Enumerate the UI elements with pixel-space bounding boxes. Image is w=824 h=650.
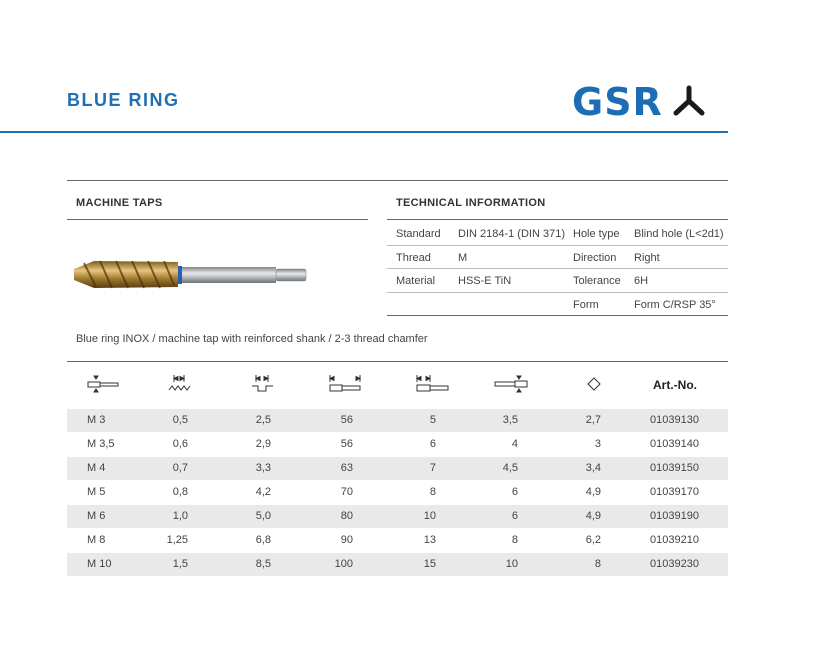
tech-label: Tolerance bbox=[573, 275, 621, 287]
thread-length-cell: 4,2 bbox=[255, 486, 271, 498]
tech-bottom-rule bbox=[387, 315, 728, 316]
shank-diameter-icon bbox=[493, 373, 531, 395]
shank-length-cell: 10 bbox=[423, 510, 436, 522]
square-icon bbox=[585, 373, 603, 395]
shank-diameter-cell: 3,5 bbox=[502, 414, 518, 426]
tech-value: Right bbox=[634, 252, 660, 264]
pitch-cell: 1,5 bbox=[172, 558, 188, 570]
tech-value: 6H bbox=[634, 275, 649, 287]
square-cell: 3,4 bbox=[585, 462, 601, 474]
square-cell: 3 bbox=[594, 438, 601, 450]
header-rule bbox=[0, 131, 728, 133]
shank-diameter-cell: 10 bbox=[505, 558, 518, 570]
size-cell: M 3,5 bbox=[87, 438, 115, 450]
thread-length-cell: 5,0 bbox=[255, 510, 271, 522]
square-cell: 2,7 bbox=[585, 414, 601, 426]
total-length-icon bbox=[327, 373, 365, 395]
art-no-cell: 01039140 bbox=[650, 438, 699, 450]
shank-length-cell: 8 bbox=[429, 486, 436, 498]
tech-row-rule bbox=[387, 292, 728, 293]
tech-row-rule bbox=[387, 245, 728, 246]
product-description: Blue ring INOX / machine tap with reinforced shank / 2-3 thread chamfer bbox=[76, 333, 428, 345]
tech-value: Form C/RSP 35° bbox=[634, 299, 716, 311]
tech-row-rule bbox=[387, 268, 728, 269]
tech-value: Blind hole (L<2d1) bbox=[634, 228, 724, 240]
total-length-cell: 70 bbox=[340, 486, 353, 498]
gsr-emblem-icon bbox=[669, 85, 709, 119]
tech-label: Material bbox=[396, 275, 436, 287]
art-no-cell: 01039150 bbox=[650, 462, 699, 474]
size-cell: M 8 bbox=[87, 534, 106, 546]
tech-label: Form bbox=[573, 299, 599, 311]
table-row bbox=[67, 553, 728, 576]
shank-length-cell: 13 bbox=[423, 534, 436, 546]
tech-label: Thread bbox=[396, 252, 431, 264]
total-length-cell: 100 bbox=[334, 558, 353, 570]
thread-length-cell: 8,5 bbox=[255, 558, 271, 570]
shank-diameter-cell: 8 bbox=[511, 534, 518, 546]
square-cell: 4,9 bbox=[585, 510, 601, 522]
thread-length-cell: 3,3 bbox=[255, 462, 271, 474]
shank-length-cell: 5 bbox=[429, 414, 436, 426]
machine-tap-image bbox=[66, 247, 311, 302]
pitch-cell: 0,6 bbox=[172, 438, 188, 450]
section-rule bbox=[67, 180, 728, 181]
table-row bbox=[67, 529, 728, 552]
art-no-header: Art.-No. bbox=[653, 378, 697, 392]
total-length-cell: 90 bbox=[340, 534, 353, 546]
shank-diameter-cell: 6 bbox=[511, 510, 518, 522]
tech-label: Hole type bbox=[573, 228, 620, 240]
table-top-rule bbox=[67, 361, 728, 362]
table-row bbox=[67, 433, 728, 456]
shank-diameter-cell: 4,5 bbox=[502, 462, 518, 474]
thread-length-cell: 6,8 bbox=[255, 534, 271, 546]
nominal-diameter-icon bbox=[86, 373, 120, 395]
total-length-cell: 80 bbox=[340, 510, 353, 522]
tech-value: M bbox=[458, 252, 468, 264]
thread-length-cell: 2,9 bbox=[255, 438, 271, 450]
tech-label: Standard bbox=[396, 228, 441, 240]
size-cell: M 4 bbox=[87, 462, 106, 474]
thread-length-cell: 2,5 bbox=[255, 414, 271, 426]
table-row bbox=[67, 409, 728, 432]
pitch-cell: 0,8 bbox=[172, 486, 188, 498]
shank-length-cell: 7 bbox=[429, 462, 436, 474]
tech-label: Direction bbox=[573, 252, 617, 264]
pitch-cell: 0,5 bbox=[172, 414, 188, 426]
size-cell: M 10 bbox=[87, 558, 112, 570]
size-cell: M 3 bbox=[87, 414, 106, 426]
art-no-cell: 01039210 bbox=[650, 534, 699, 546]
machine-taps-rule bbox=[67, 219, 368, 220]
shank-diameter-cell: 4 bbox=[511, 438, 518, 450]
art-no-cell: 01039190 bbox=[650, 510, 699, 522]
art-no-cell: 01039170 bbox=[650, 486, 699, 498]
tech-value: HSS-E TiN bbox=[458, 275, 512, 287]
thread-length-icon bbox=[250, 373, 276, 395]
art-no-cell: 01039130 bbox=[650, 414, 699, 426]
table-row bbox=[67, 505, 728, 528]
total-length-cell: 56 bbox=[340, 414, 353, 426]
table-row bbox=[67, 481, 728, 504]
square-cell: 4,9 bbox=[585, 486, 601, 498]
art-no-cell: 01039230 bbox=[650, 558, 699, 570]
size-cell: M 6 bbox=[87, 510, 106, 522]
tech-value: DIN 2184-1 (DIN 371) bbox=[458, 228, 565, 240]
table-row bbox=[67, 457, 728, 480]
machine-taps-label: MACHINE TAPS bbox=[76, 197, 163, 209]
total-length-cell: 56 bbox=[340, 438, 353, 450]
square-cell: 6,2 bbox=[585, 534, 601, 546]
page-title: BLUE RING bbox=[67, 90, 180, 110]
size-cell: M 5 bbox=[87, 486, 106, 498]
tech-info-rule bbox=[387, 219, 728, 220]
pitch-cell: 1,25 bbox=[166, 534, 188, 546]
shank-length-cell: 6 bbox=[429, 438, 436, 450]
pitch-icon bbox=[167, 373, 193, 395]
gsr-logo bbox=[572, 82, 709, 122]
total-length-cell: 63 bbox=[340, 462, 353, 474]
pitch-cell: 1,0 bbox=[172, 510, 188, 522]
technical-information-label: TECHNICAL INFORMATION bbox=[396, 197, 546, 209]
logo-text: GSR bbox=[572, 80, 663, 124]
pitch-cell: 0,7 bbox=[172, 462, 188, 474]
square-cell: 8 bbox=[594, 558, 601, 570]
shank-diameter-cell: 6 bbox=[511, 486, 518, 498]
shank-length-icon bbox=[414, 373, 452, 395]
shank-length-cell: 15 bbox=[423, 558, 436, 570]
